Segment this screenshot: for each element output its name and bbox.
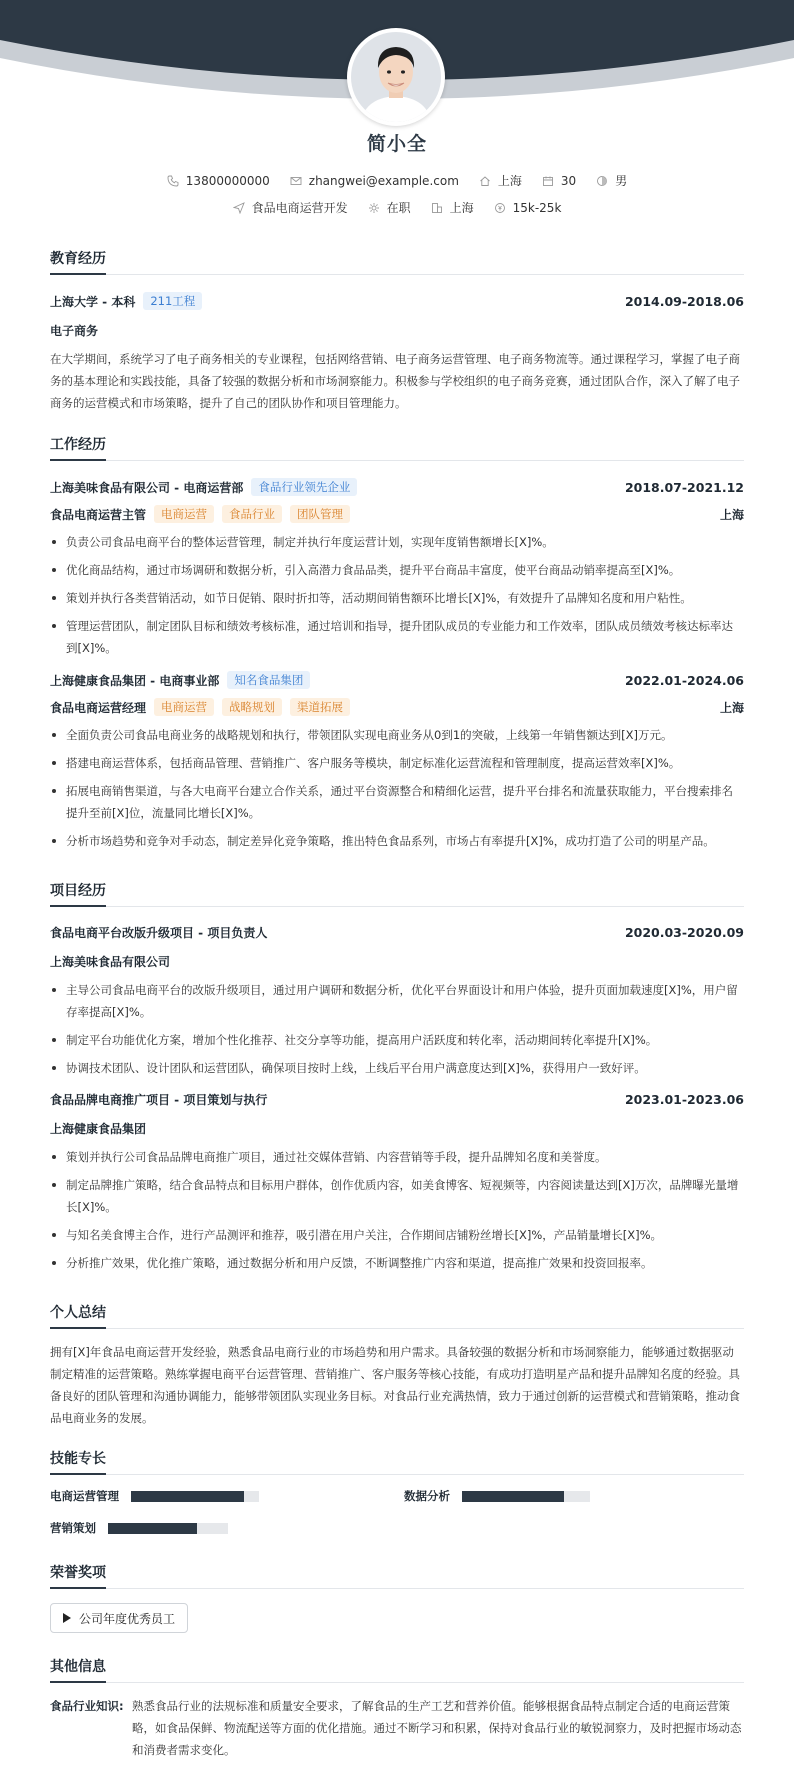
list-item: 制定品牌推广策略，结合食品特点和目标用户群体，创作优质内容，如美食博客、短视频等，内容阅读量达到[X]万次，品牌曝光量增长[X]%。 <box>50 1174 744 1218</box>
education-header <box>50 292 744 310</box>
skill-tag: 电商运营 <box>154 505 214 523</box>
skill-bar-fill <box>462 1491 564 1502</box>
list-item: 分析推广效果，优化推广策略，通过数据分析和用户反馈，不断调整推广内容和渠道，提高推广效果和投资回报率。 <box>50 1252 744 1274</box>
building-icon <box>431 202 443 214</box>
calendar-icon <box>542 175 554 187</box>
send-icon <box>233 202 245 214</box>
skill-name: 电商运营管理 <box>50 1489 119 1503</box>
other-text: 熟悉食品行业的法规标准和质量安全要求，了解食品的生产工艺和营养价值。能够根据食品特点制定合适的电商运营策略，如食品保鲜、物流配送等方面的优化措施。通过不断学习和积累，保持对食品行业的敏锐洞察力，及时把握市场动态和消费者需求变化。 <box>132 1699 742 1757</box>
list-item: 拓展电商销售渠道，与各大电商平台建立合作关系，通过平台资源整合和精细化运营，提升平台排名和流量获取能力，平台搜索排名提升至前[X]位，流量同比增长[X]%。 <box>50 780 744 824</box>
phone-item <box>167 174 270 188</box>
awards-section <box>50 1562 744 1633</box>
skill-item <box>404 1488 590 1504</box>
salary-icon <box>494 202 506 214</box>
position-name: 食品电商运营经理 <box>50 700 147 715</box>
project-bullets <box>50 1146 744 1274</box>
salary-item <box>494 201 562 215</box>
email-text: zhangwei@example.com <box>308 173 459 188</box>
age-text: 30 <box>560 173 577 188</box>
phone-text: 13800000000 <box>185 173 270 188</box>
section-title: 教育经历 <box>50 248 744 275</box>
list-item: 管理运营团队，制定团队目标和绩效考核标准，通过培训和指导，提升团队成员的专业能力和工作效率，团队成员绩效考核达标率达到[X]%。 <box>50 615 744 659</box>
job-subheader <box>50 505 744 523</box>
project-header <box>50 924 744 941</box>
skill-bar <box>131 1491 259 1502</box>
skill-tag: 渠道拓展 <box>290 698 350 716</box>
location-text: 上海 <box>497 174 522 188</box>
skill-bar <box>108 1523 228 1534</box>
list-item: 全面负责公司食品电商业务的战略规划和执行，带领团队实现电商业务从0到1的突破，上线第一年销售额达到[X]万元。 <box>50 724 744 746</box>
list-item: 制定平台功能优化方案，增加个性化推荐、社交分享等功能，提高用户活跃度和转化率，活动期间转化率提升[X]%。 <box>50 1029 744 1051</box>
education-desc: 在大学期间，系统学习了电子商务相关的专业课程，包括网络营销、电子商务运营管理、电子商务物流等。通过课程学习，掌握了电子商务的基本理论和实践技能，具备了较强的数据分析和市场洞察能力。积极参与学校组织的电子商务竞赛，通过团队合作，深入了解了电子商务的运营模式和市场策略，提升了自己的团队协作和项目管理能力。 <box>50 352 740 410</box>
skill-item <box>50 1520 228 1536</box>
job-header <box>50 671 744 689</box>
list-item: 搭建电商运营体系，包括商品管理、营销推广、客户服务等模块，制定标准化运营流程和管理制度，提高运营效率[X]%。 <box>50 752 744 774</box>
project-company: 上海美味食品有限公司 <box>50 955 171 969</box>
company-tag: 食品行业领先企业 <box>251 478 357 496</box>
list-item: 分析市场趋势和竞争对手动态，制定差异化竞争策略，推出特色食品系列，市场占有率提升[X]%，成功打造了公司的明星产品。 <box>50 830 744 852</box>
section-title: 技能专长 <box>50 1448 744 1475</box>
status-icon <box>368 202 380 214</box>
skill-name: 数据分析 <box>404 1489 450 1503</box>
job-date: 2018.07-2021.12 <box>624 479 744 495</box>
job-subheader <box>50 698 744 716</box>
list-item: 策划并执行公司食品品牌电商推广项目，通过社交媒体营销、内容营销等手段，提升品牌知名度和美誉度。 <box>50 1146 744 1168</box>
position-name: 食品电商运营主管 <box>50 507 147 522</box>
other-label: 食品行业知识: <box>50 1699 124 1713</box>
job-bullets <box>50 724 744 852</box>
section-title: 项目经历 <box>50 880 744 907</box>
major-name: 电子商务 <box>50 324 99 338</box>
project-header <box>50 1091 744 1108</box>
other-section <box>50 1656 744 1761</box>
gender-text: 男 <box>615 174 628 188</box>
contact-line <box>0 172 794 189</box>
job-bullets <box>50 531 744 659</box>
skill-tag: 团队管理 <box>290 505 350 523</box>
job-location: 上海 <box>719 700 744 715</box>
job-intent-line <box>0 199 794 216</box>
project-company: 上海健康食品集团 <box>50 1122 147 1136</box>
email-item <box>290 174 459 188</box>
list-item: 优化商品结构，通过市场调研和数据分析，引入高潜力食品品类，提升平台商品丰富度，使平台商品动销率提高至[X]%。 <box>50 559 744 581</box>
project-name: 食品品牌电商推广项目 - 项目策划与执行 <box>50 1093 268 1107</box>
skill-bar <box>462 1491 590 1502</box>
section-title: 个人总结 <box>50 1302 744 1329</box>
section-title: 荣誉奖项 <box>50 1562 744 1589</box>
award-label: 公司年度优秀员工 <box>79 1611 176 1626</box>
company-name: 上海健康食品集团 - 电商事业部 <box>50 673 220 688</box>
company-tag: 知名食品集团 <box>227 671 310 689</box>
status-item <box>368 199 411 216</box>
avatar <box>347 28 445 126</box>
age-item <box>542 174 576 188</box>
summary-text: 拥有[X]年食品电商运营开发经验，熟悉食品电商行业的市场趋势和用户需求。具备较强的数据分析和市场洞察能力，能够通过数据驱动制定精准的运营策略。熟练掌握电商平台运营管理、营销推广、客户服务等核心技能，有成功打造明星产品和提升品牌知名度的经验。具备良好的团队管理和沟通协调能力，能够带领团队实现业务目标。对食品行业充满热情，致力于通过创新的运营模式和营销策略，推动食品电商业务的发展。 <box>50 1345 740 1425</box>
salary-text: 15k-25k <box>512 200 562 215</box>
projects-section <box>50 880 744 1280</box>
education-section <box>50 248 744 414</box>
project-name: 食品电商平台改版升级项目 - 项目负责人 <box>50 926 268 940</box>
education-date: 2014.09-2018.06 <box>624 293 744 309</box>
school-tag: 211工程 <box>143 292 202 310</box>
skill-item <box>50 1488 259 1504</box>
list-item: 策划并执行各类营销活动，如节日促销、限时折扣等，活动期间销售额环比增长[X]%，有效提升了品牌知名度和用户粘性。 <box>50 587 744 609</box>
skill-tag: 食品行业 <box>222 505 282 523</box>
job-header <box>50 478 744 496</box>
gender-item <box>596 172 627 189</box>
profile-name: 简小全 <box>366 133 427 155</box>
project-date: 2020.03-2020.09 <box>624 925 744 940</box>
award-item <box>50 1603 188 1633</box>
other-item <box>50 1695 744 1761</box>
list-item: 协调技术团队、设计团队和运营团队，确保项目按时上线，上线后平台用户满意度达到[X]%，获得用户一致好评。 <box>50 1057 744 1079</box>
skills-section <box>50 1448 744 1538</box>
status-text: 在职 <box>386 201 411 215</box>
skill-name: 营销策划 <box>50 1521 96 1535</box>
list-item: 主导公司食品电商平台的改版升级项目，通过用户调研和数据分析，优化平台界面设计和用户体验，提升页面加载速度[X]%，用户留存率提高[X]%。 <box>50 979 744 1023</box>
list-item: 负责公司食品电商平台的整体运营管理，制定并执行年度运营计划，实现年度销售额增长[X]%。 <box>50 531 744 553</box>
school-name: 上海大学 - 本科 <box>50 294 136 309</box>
summary-section <box>50 1302 744 1429</box>
section-title: 工作经历 <box>50 434 744 461</box>
list-item: 与知名美食博主合作，进行产品测评和推荐，吸引潜在用户关注，合作期间店铺粉丝增长[X]%，产品销量增长[X]%。 <box>50 1224 744 1246</box>
play-icon <box>63 1613 71 1623</box>
skill-tag: 电商运营 <box>154 698 214 716</box>
work-section <box>50 434 744 858</box>
company-name: 上海美味食品有限公司 - 电商运营部 <box>50 480 244 495</box>
city-text: 上海 <box>449 201 474 215</box>
skill-bar-fill <box>131 1491 244 1502</box>
project-date: 2023.01-2023.06 <box>624 1092 744 1107</box>
skill-bar-fill <box>108 1523 197 1534</box>
job-location: 上海 <box>719 507 744 522</box>
location-item <box>479 172 522 189</box>
skill-tag: 战略规划 <box>222 698 282 716</box>
email-icon <box>290 175 302 187</box>
phone-icon <box>167 175 179 187</box>
project-bullets <box>50 979 744 1079</box>
job-target-item <box>233 199 348 216</box>
section-title: 其他信息 <box>50 1656 744 1683</box>
city-item <box>431 199 474 216</box>
gender-icon <box>596 175 608 187</box>
job-target-text: 食品电商运营开发 <box>251 201 348 215</box>
home-icon <box>479 175 491 187</box>
job-date: 2022.01-2024.06 <box>624 672 744 688</box>
